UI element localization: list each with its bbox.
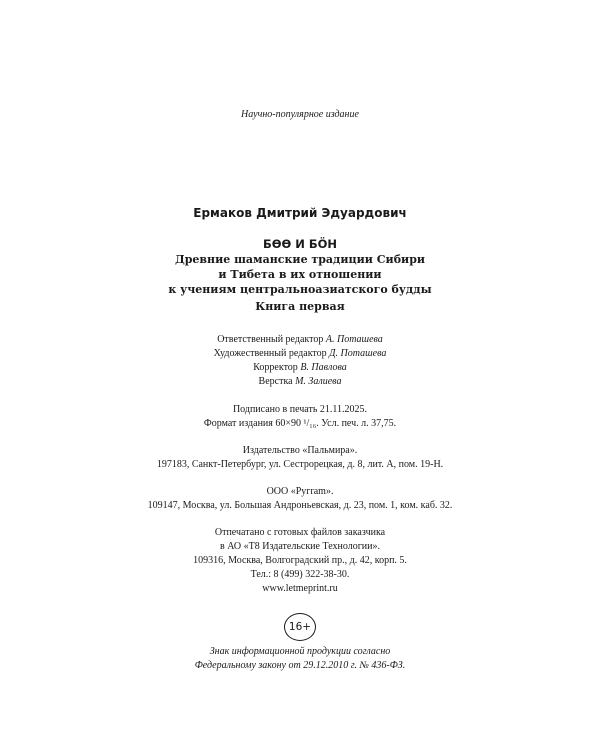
edition-type: Научно-популярное издание: [241, 109, 359, 120]
publisher-address: 197183, Санкт-Петербург, ул. Сестрорецкая, д. 8, лит. А, пом. 19-Н.: [156, 459, 444, 470]
credit-name: А. Поташева: [325, 334, 383, 345]
credit-role: Художественный редактор: [213, 348, 327, 359]
print-format: Формат издания 60×90 ¹/₁₆. Усл. печ. л. 37,75.: [203, 418, 397, 429]
company-address: 109147, Москва, ул. Большая Андроньевская, д. 23, пом. 1, ком. каб. 32.: [147, 500, 453, 511]
credit-line: [40, 361, 560, 374]
credit-role: Корректор: [253, 362, 298, 373]
credit-name: В. Павлова: [300, 362, 347, 373]
publisher-name: Издательство «Пальмира».: [242, 445, 358, 456]
printer-phone: Тел.: 8 (499) 322-38-30.: [250, 569, 350, 580]
subtitle-line-3: к учениям центральноазиатского будды: [168, 283, 432, 296]
credit-name: М. Залиева: [295, 376, 342, 387]
credit-role: Ответственный редактор: [217, 334, 324, 345]
book-number: Книга первая: [255, 300, 345, 313]
credit-line: [40, 347, 560, 360]
author-name: Ермаков Дмитрий Эдуардович: [193, 206, 407, 220]
credit-role: Верстка: [258, 376, 293, 387]
age-rating-badge: 16+: [284, 613, 316, 641]
subtitle-line-1: Древние шаманские традиции Сибири: [174, 253, 426, 266]
company-name: ООО «Ругram».: [266, 486, 334, 497]
printer-line-2: в АО «Т8 Издательские Технологии».: [219, 541, 381, 552]
credit-line: [40, 375, 560, 388]
credit-name: Д. Поташева: [329, 348, 387, 359]
printer-address: 109316, Москва, Волгоградский пр., д. 42, корп. 5.: [193, 555, 407, 566]
age-notice-line-2: Федеральному закону от 29.12.2010 г. № 436-ФЗ.: [194, 660, 406, 671]
print-date: Подписано в печать 21.11.2025.: [232, 404, 368, 415]
age-notice-line-1: Знак информационной продукции согласно: [209, 646, 391, 657]
printer-website: www.letmeprint.ru: [262, 583, 338, 594]
book-title: БӨӨ И БӦН: [262, 237, 338, 251]
credit-line: [40, 333, 560, 346]
subtitle-line-2: и Тибета в их отношении: [218, 268, 382, 281]
printer-line-1: Отпечатано с готовых файлов заказчика: [214, 527, 386, 538]
